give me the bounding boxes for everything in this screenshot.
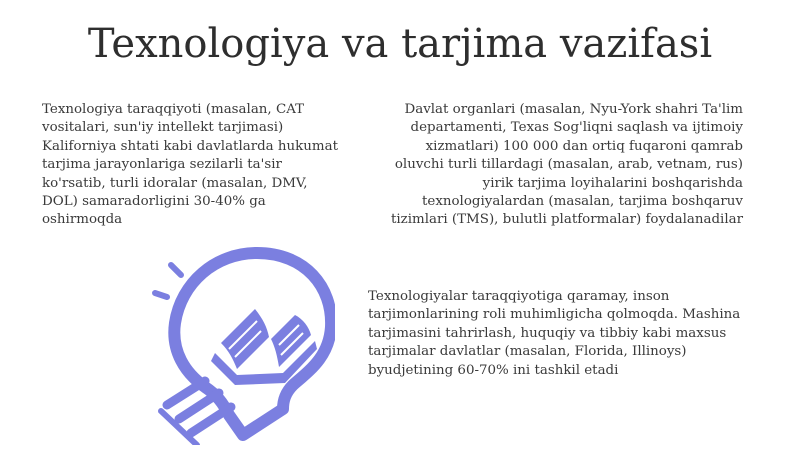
lightbulb-book-icon [145,245,335,445]
text-block-technology-progress: Texnologiya taraqqiyoti (masalan, CAT vositalari, sun'iy intellekt tarjimasi) Kaliforniya shtati kabi davlatlarda hukumat tarjima jarayonlariga sezilarli ta'sir ko'rsatib, turli idoralar (masalan, DMV, DOL) samaradorligini 30-40% ga oshirmoqda [42,102,338,228]
text-block-government-agencies: Davlat organlari (masalan, Nyu-York shahri Ta'lim departamenti, Texas Sog'liqni saqlash va ijtimoiy xizmatlari) 100 000 dan ortiq fuqaroni qamrab oluvchi turli tillardagi (masalan, arab, vetnam, rus) yirik tarjima loyihalarini boshqarishda texnologiyalardan (masalan, tarjima boshqaruv tizimlari (TMS), bulutli platformalar) foydalanadilar [391,102,743,228]
text-block-human-translators: Texnologiyalar taraqqiyotiga qaramay, inson tarjimonlarining roli muhimligicha qolmoqda. Mashina tarjimasini tahrirlash, huquqiy va tibbiy kabi maxsus tarjimalar davlatlar (masalan, Florida, Illinoys) byudjetining 60-70% ini tashkil etadi [368,289,741,378]
slide-title: Texnologiya va tarjima vazifasi [87,21,713,67]
